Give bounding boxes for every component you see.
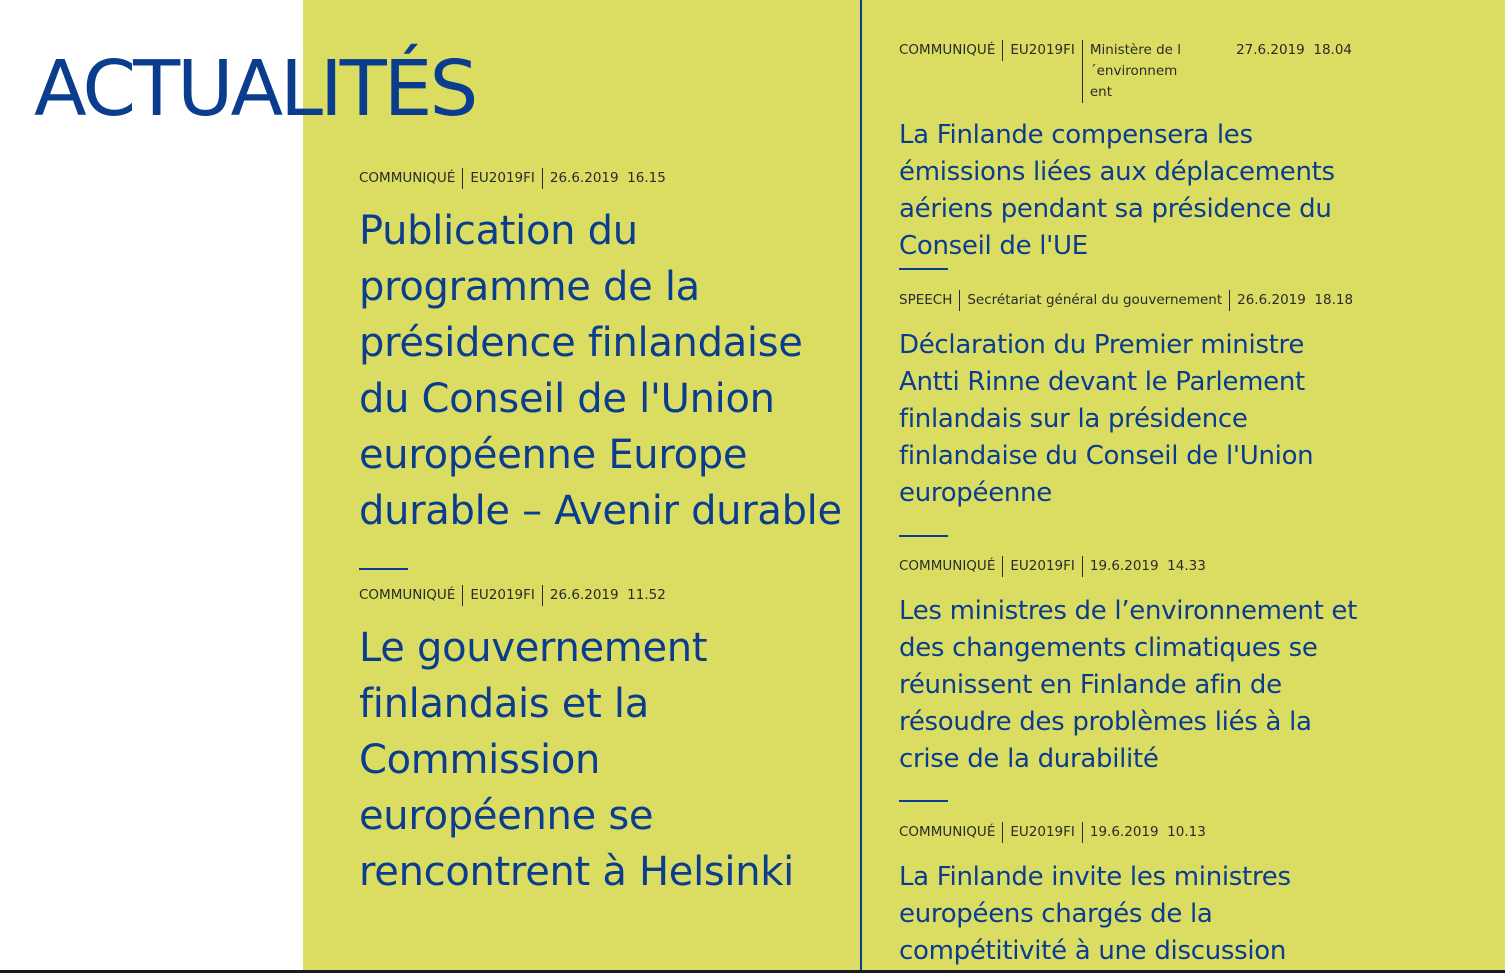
news-type: SPEECH — [899, 292, 953, 308]
page-title: ACTUALITÉS — [34, 45, 476, 134]
news-headline-link[interactable]: La Finlande compensera les émissions liées aux déplacements aériens pendant sa présidence du Conseil de l'UE — [899, 120, 1335, 261]
news-headline[interactable] — [899, 593, 1359, 778]
news-date: 26.6.2019 18.18 — [1229, 290, 1360, 311]
news-headline[interactable] — [899, 859, 1359, 970]
news-source: EU2019FI — [1002, 40, 1082, 61]
news-headline-link[interactable]: La Finlande invite les ministres européens chargés de la compétitivité à une discussion — [899, 862, 1291, 966]
news-item — [899, 556, 1359, 778]
news-item — [899, 40, 1359, 265]
column-divider — [860, 0, 862, 970]
news-type: COMMUNIQUÉ — [899, 42, 996, 58]
news-source: EU2019FI — [1002, 822, 1082, 843]
news-meta — [359, 168, 849, 189]
news-type: COMMUNIQUÉ — [359, 170, 456, 186]
news-item — [899, 290, 1359, 512]
news-meta — [899, 40, 1359, 103]
news-separator — [899, 800, 948, 802]
news-date: 19.6.2019 10.13 — [1082, 822, 1213, 843]
news-date: 27.6.2019 18.04 — [1236, 42, 1352, 58]
news-item — [899, 822, 1359, 970]
news-separator — [359, 568, 408, 570]
news-separator — [899, 268, 948, 270]
news-headline-link[interactable]: Les ministres de l’environnement et des changements climatiques se réunissent en Finlande afin de résoudre des problèmes liés à la crise de la durabilité — [899, 596, 1358, 774]
news-date: 26.6.2019 16.15 — [542, 168, 673, 189]
news-headline[interactable] — [899, 327, 1359, 512]
news-meta — [899, 822, 1359, 843]
news-item — [359, 168, 849, 539]
news-headline[interactable] — [359, 203, 849, 539]
news-date: 26.6.2019 11.52 — [542, 585, 673, 606]
news-type: COMMUNIQUÉ — [899, 558, 996, 574]
news-headline[interactable] — [359, 620, 849, 900]
news-type: COMMUNIQUÉ — [899, 824, 996, 840]
news-date: 19.6.2019 14.33 — [1082, 556, 1213, 577]
news-meta — [359, 585, 849, 606]
news-meta — [899, 290, 1359, 311]
news-separator — [899, 535, 948, 537]
news-source: Secrétariat général du gouvernement — [959, 290, 1229, 311]
news-source: EU2019FI — [462, 168, 542, 189]
news-meta — [899, 556, 1359, 577]
news-headline-link[interactable]: Déclaration du Premier ministre Antti Rinne devant le Parlement finlandais sur la présidence finlandaise du Conseil de l'Union européenne — [899, 330, 1314, 508]
news-item — [359, 585, 849, 900]
news-source: EU2019FI — [1002, 556, 1082, 577]
news-source: EU2019FI — [462, 585, 542, 606]
news-type: COMMUNIQUÉ — [359, 587, 456, 603]
news-headline-link[interactable]: Le gouvernement finlandais et la Commission européenne se rencontrent à Helsinki — [359, 625, 794, 895]
news-headline-link[interactable]: Publication du programme de la présidence finlandaise du Conseil de l'Union européenne Europe durable – Avenir durable — [359, 208, 842, 534]
news-headline[interactable] — [899, 117, 1359, 265]
news-ministry: Ministère de l´environnement — [1082, 40, 1189, 103]
